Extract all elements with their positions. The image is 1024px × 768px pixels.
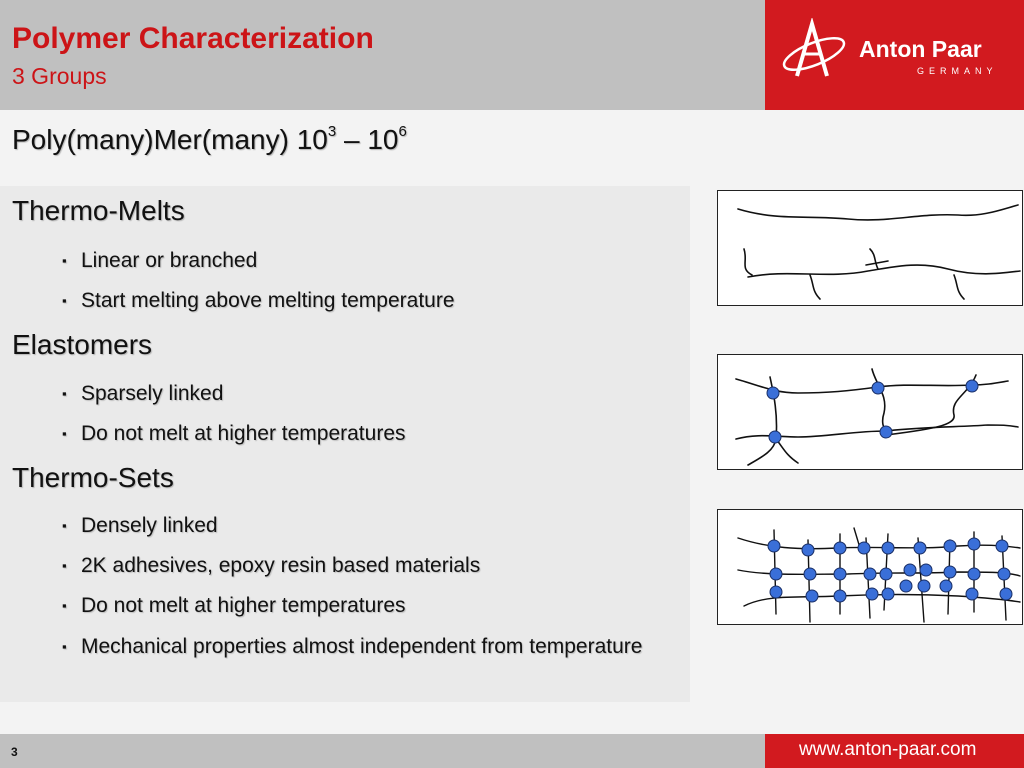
crosslink-node bbox=[968, 538, 980, 550]
bullet-item: ▪ Do not melt at higher temperatures bbox=[62, 422, 406, 445]
crosslink-node bbox=[768, 540, 780, 552]
crosslink-node bbox=[914, 542, 926, 554]
crosslink-node bbox=[998, 568, 1010, 580]
crosslink-node bbox=[806, 590, 818, 602]
group-heading-thermo-sets: Thermo-Sets bbox=[12, 462, 174, 493]
crosslink-node bbox=[769, 431, 781, 443]
bullet-item: ▪ Mechanical properties almost independent from temperature bbox=[62, 635, 643, 658]
molecular-range: $10^3 - 10^6$ bbox=[296, 122, 407, 155]
slide-footer bbox=[0, 734, 765, 768]
crosslink-node bbox=[940, 580, 952, 592]
crosslink-node bbox=[804, 568, 816, 580]
crosslink-node bbox=[880, 568, 892, 580]
crosslink-node bbox=[770, 568, 782, 580]
headline bbox=[12, 124, 407, 156]
slide-header bbox=[0, 0, 765, 110]
logo-emblem-icon bbox=[779, 18, 851, 88]
crosslink-node bbox=[864, 568, 876, 580]
logo-wordmark: Anton Paar bbox=[859, 36, 982, 62]
crosslink-node bbox=[1000, 588, 1012, 600]
slide-subtitle: 3 Groups bbox=[12, 63, 107, 89]
crosslink-node bbox=[858, 542, 870, 554]
sparse-network-figure bbox=[718, 355, 1022, 469]
crosslink-node bbox=[918, 580, 930, 592]
elastomers-diagram bbox=[717, 354, 1023, 470]
crosslink-node bbox=[996, 540, 1008, 552]
crosslink-node bbox=[882, 588, 894, 600]
thermo-sets-diagram bbox=[717, 509, 1023, 625]
website-url: www.anton-paar.com bbox=[765, 734, 1024, 768]
crosslink-node bbox=[966, 588, 978, 600]
linear-chains-figure bbox=[718, 191, 1022, 305]
crosslink-node bbox=[904, 564, 916, 576]
crosslink-node bbox=[834, 542, 846, 554]
bullet-item: ▪ Do not melt at higher temperatures bbox=[62, 594, 406, 617]
bullet-item: ▪ 2K adhesives, epoxy resin based materials bbox=[62, 554, 481, 577]
bullet-item: ▪ Sparsely linked bbox=[62, 382, 224, 405]
crosslink-node bbox=[872, 382, 884, 394]
thermo-melts-diagram bbox=[717, 190, 1023, 306]
crosslink-node bbox=[968, 568, 980, 580]
bullet-item: ▪ Linear or branched bbox=[62, 249, 258, 272]
headline-text: Poly(many)Mer(many) bbox=[12, 124, 289, 155]
dense-network-figure bbox=[718, 510, 1022, 624]
group-heading-thermo-melts: Thermo-Melts bbox=[12, 195, 185, 226]
crosslink-node bbox=[834, 568, 846, 580]
crosslink-node bbox=[920, 564, 932, 576]
crosslink-node bbox=[834, 590, 846, 602]
group-heading-elastomers: Elastomers bbox=[12, 329, 153, 360]
bullet-item: ▪ Densely linked bbox=[62, 514, 218, 537]
crosslink-node bbox=[966, 380, 978, 392]
logo-country: GERMANY bbox=[917, 66, 998, 76]
crosslink-node bbox=[900, 580, 912, 592]
crosslink-node bbox=[866, 588, 878, 600]
crosslink-node bbox=[767, 387, 779, 399]
crosslink-node bbox=[770, 586, 782, 598]
crosslink-node bbox=[882, 542, 894, 554]
bullet-item: ▪ Start melting above melting temperature bbox=[62, 289, 455, 312]
page-number: 3 bbox=[11, 745, 18, 759]
crosslink-node bbox=[944, 540, 956, 552]
crosslink-node bbox=[944, 566, 956, 578]
slide-title: Polymer Characterization bbox=[12, 22, 374, 55]
anton-paar-logo bbox=[765, 0, 1024, 110]
crosslink-node bbox=[880, 426, 892, 438]
crosslink-node bbox=[802, 544, 814, 556]
